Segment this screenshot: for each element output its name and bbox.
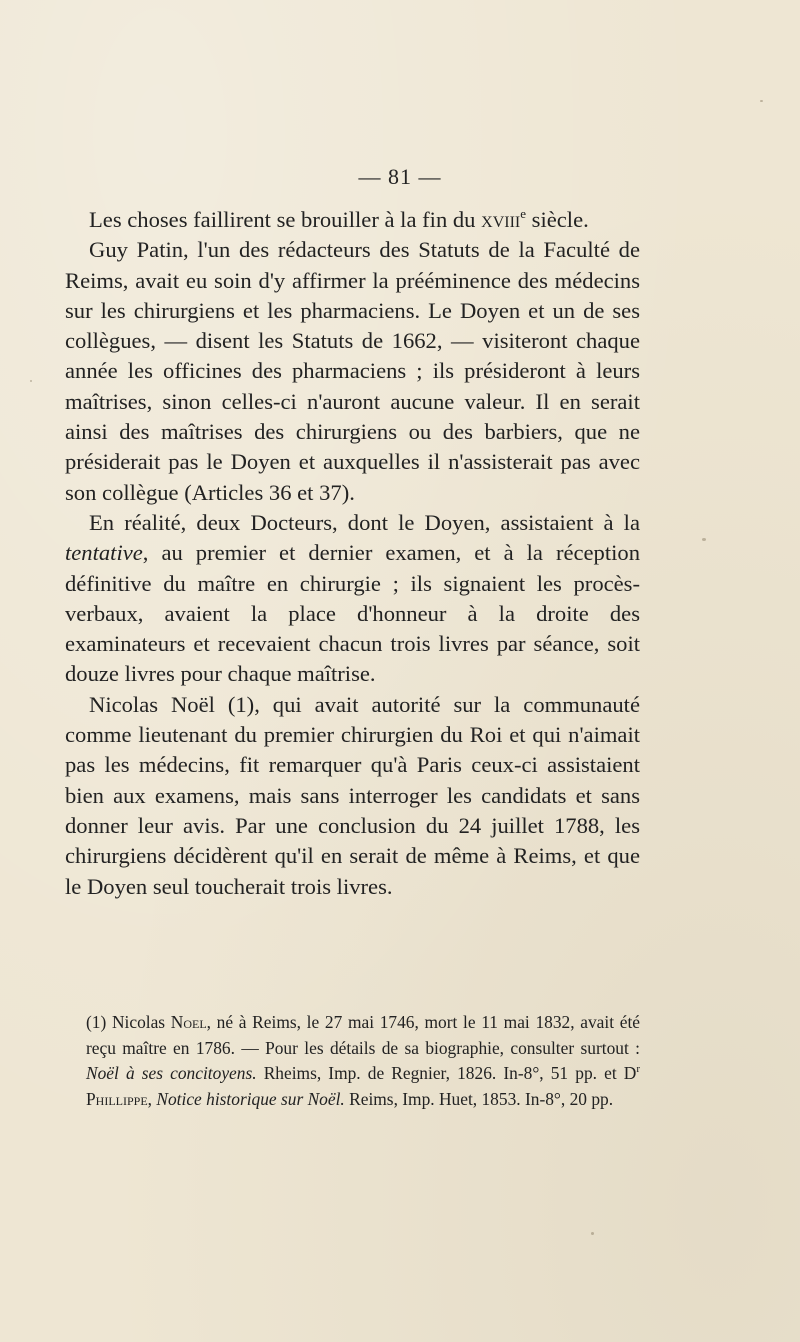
paragraph-3-text: En réalité, deux Docteurs, dont le Doyen, assistaient à la xyxy=(89,509,640,535)
italic-term: tentative xyxy=(65,540,143,566)
paragraph-1-end: siècle. xyxy=(526,207,589,232)
footnote-marker: (1) Nicolas xyxy=(86,1012,171,1032)
century-numeral: xviii xyxy=(481,207,521,232)
footnote-1 xyxy=(86,1010,640,1112)
doctor-superscript: r xyxy=(636,1063,640,1076)
page-number: — 81 — xyxy=(358,164,442,189)
footnote-name-2: Phillippe xyxy=(86,1088,148,1109)
footnote-title-1: Noël à ses concitoyens. xyxy=(86,1063,257,1084)
paragraph-4: Nicolas Noël (1), qui avait autorité sur la communauté comme lieutenant du premier chirurgien du Roi et qui n'aimait pas les médecins, fit remarquer qu'à Paris ceux-ci assistaient bien aux examens, mais sans interroger les candidats et sans donner leur avis. Par une conclusion du 24 juillet 1788, les chirurgiens décidèrent qu'il en serait de même à Reims, et que le Doyen seul toucherait trois livres. xyxy=(65,691,640,899)
paragraph-2: Guy Patin, l'un des rédacteurs des Statuts de la Faculté de Reims, avait eu soin d'y affirmer la prééminence des médecins sur les chirurgiens et les pharmaciens. Le Doyen et un de ses collègues, — disent les Statuts de 1662, — visiteront chaque année les officines des pharmaciens ; ils présideront à leurs maîtrises, sinon celles-ci n'auront aucune valeur. Il en serait ainsi des maîtrises des chirurgiens ou des barbiers, que ne présiderait pas le Doyen et auxquelles il n'assisterait pas avec son collègue (Articles 36 et 37). xyxy=(65,237,640,505)
paragraph-3-end: , au premier et dernier examen, et à la réception définitive du maître en chirurgie ; ils signaient les procès-verbaux, avaient la place d'honneur à la droite des examinateurs et recevaient chacun trois livres par séance, soit douze livres pour chaque maîtrise. xyxy=(65,540,640,687)
footnote-name: Noel xyxy=(170,1012,207,1032)
paper-speck xyxy=(760,100,763,102)
paper-speck xyxy=(591,1232,594,1235)
paper-speck xyxy=(702,538,706,541)
footnote-text-3: , xyxy=(147,1088,157,1109)
paragraph-1-text: Les choses faillirent se brouiller à la fin du xyxy=(89,207,482,232)
century-superscript: e xyxy=(520,206,527,221)
paper-speck xyxy=(30,380,32,382)
paragraph-1 xyxy=(65,205,640,235)
footnote-block xyxy=(86,1010,640,1112)
footnote-title-2: Notice historique sur Noël. xyxy=(156,1088,345,1109)
footnote-text-1: , né à Reims, le 27 mai 1746, mort le 11 mai 1832, avait été reçu maître en 1786. — Pour les détails de sa biographie, consulter surtout : xyxy=(86,1012,640,1058)
main-text xyxy=(65,205,640,902)
paragraph-3 xyxy=(65,508,640,690)
footnote-text-4: Reims, Imp. Huet, 1853. In-8°, 20 pp. xyxy=(344,1088,614,1109)
footnote-text-2: Rheims, Imp. de Regnier, 1826. In-8°, 51 pp. et D xyxy=(256,1063,637,1084)
